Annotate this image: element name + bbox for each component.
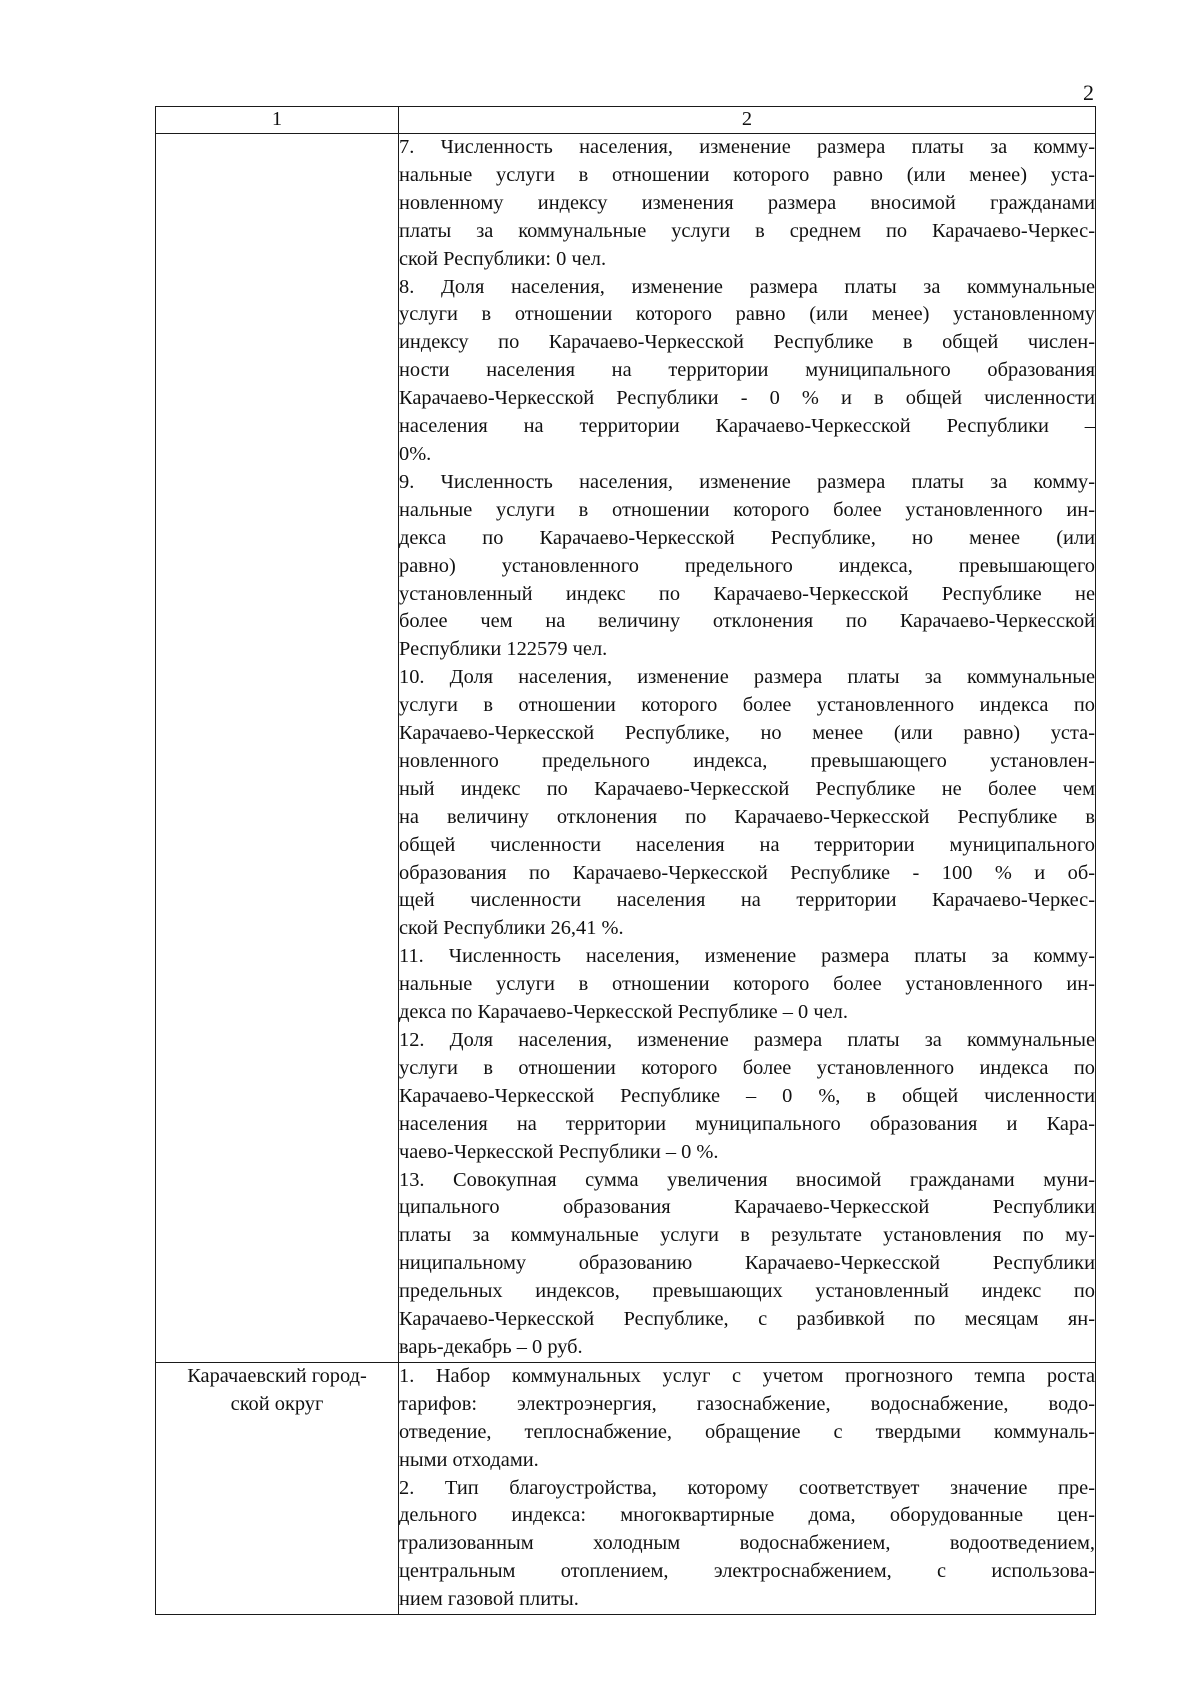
text-line: услуги в отношении которого более установленного индекса по xyxy=(399,1056,1095,1079)
column-header-2: 2 xyxy=(399,107,1096,134)
text-line: варь-декабрь – 0 руб. xyxy=(399,1335,583,1358)
indicators-cell xyxy=(399,134,1096,1363)
indicator-paragraph xyxy=(399,943,1095,1027)
text-line: ности населения на территории муниципального образования xyxy=(399,359,1095,382)
text-line: нием газовой плиты. xyxy=(399,1588,579,1611)
text-line: тарифов: электроэнергия, газоснабжение, водоснабжение, водо- xyxy=(399,1392,1095,1415)
text-line: нальные услуги в отношении которого более установленного ин- xyxy=(399,498,1095,521)
text-line: на величину отклонения по Карачаево-Черкесской Республике в xyxy=(399,805,1095,828)
indicator-paragraph xyxy=(399,1167,1095,1362)
table-header xyxy=(156,107,1096,134)
page-number: 2 xyxy=(1083,80,1094,105)
text-line: нальные услуги в отношении которого равно (или менее) уста- xyxy=(399,163,1095,186)
indices-table xyxy=(155,106,1096,1615)
text-line: чаево-Черкесской Республики – 0 %. xyxy=(399,1140,719,1163)
column-header-1: 1 xyxy=(156,107,399,134)
text-line: платы за коммунальные услуги в среднем по Карачаево-Черкес- xyxy=(399,219,1095,242)
table-body xyxy=(156,134,1096,1615)
text-line: услуги в отношении которого равно (или менее) установленному xyxy=(399,303,1095,326)
text-line: нальные услуги в отношении которого более установленного ин- xyxy=(399,973,1095,996)
text-line: 0%. xyxy=(399,442,432,465)
text-line: 8. Доля населения, изменение размера платы за коммунальные xyxy=(399,275,1095,298)
text-line: ными отходами. xyxy=(399,1448,539,1471)
indicators-cell xyxy=(399,1362,1096,1614)
text-line: Карачаево-Черкесской Республике, с разбивкой по месяцам ян- xyxy=(399,1308,1095,1331)
text-line: населения на территории Карачаево-Черкесской Республики – xyxy=(399,415,1095,438)
indicator-paragraph xyxy=(399,1363,1095,1475)
table-header-row xyxy=(156,107,1096,134)
indicator-paragraph xyxy=(399,469,1095,664)
text-line: услуги в отношении которого более установленного индекса по xyxy=(399,694,1095,717)
table-row xyxy=(156,134,1096,1363)
text-line: центральным отоплением, электроснабжением, с использова- xyxy=(399,1560,1095,1583)
indicator-paragraph xyxy=(399,664,1095,943)
text-line: трализованным холодным водоснабжением, водоотведением, xyxy=(399,1532,1095,1555)
text-line: новленного предельного индекса, превышающего установлен- xyxy=(399,749,1095,772)
table-row xyxy=(156,1362,1096,1614)
indicator-paragraph xyxy=(399,134,1095,274)
region-cell xyxy=(156,1362,399,1614)
region-name-line: Карачаевский город- xyxy=(187,1364,367,1387)
text-line: ниципальному образованию Карачаево-Черкесской Республики xyxy=(399,1252,1095,1275)
text-line: 12. Доля населения, изменение размера платы за коммунальные xyxy=(399,1029,1095,1051)
indicator-paragraph xyxy=(399,1475,1095,1615)
text-line: ской Республики 26,41 %. xyxy=(399,917,624,940)
text-line: щей численности населения на территории Карачаево-Черкес- xyxy=(399,889,1095,912)
text-line: отведение, теплоснабжение, обращение с твердыми коммуналь- xyxy=(399,1420,1095,1443)
text-line: равно) установленного предельного индекса, превышающего xyxy=(399,554,1095,577)
text-line: образования по Карачаево-Черкесской Республике - 100 % и об- xyxy=(399,861,1095,884)
text-line: ный индекс по Карачаево-Черкесской Республике не более чем xyxy=(399,777,1095,800)
text-line: декса по Карачаево-Черкесской Республике, но менее (или xyxy=(399,526,1095,549)
text-line: 10. Доля населения, изменение размера платы за коммунальные xyxy=(399,666,1095,689)
text-line: ской Республики: 0 чел. xyxy=(399,247,607,270)
indicator-paragraph xyxy=(399,274,1095,469)
text-line: более чем на величину отклонения по Карачаево-Черкесской xyxy=(399,610,1095,633)
text-line: дельного индекса: многоквартирные дома, оборудованные цен- xyxy=(399,1504,1095,1527)
text-line: декса по Карачаево-Черкесской Республике – 0 чел. xyxy=(399,1001,848,1024)
text-line: Карачаево-Черкесской Республике, но менее (или равно) уста- xyxy=(399,722,1095,745)
text-line: общей численности населения на территории муниципального xyxy=(399,833,1095,856)
region-cell xyxy=(156,134,399,1363)
text-line: 2. Тип благоустройства, которому соответствует значение пре- xyxy=(399,1476,1095,1499)
text-line: предельных индексов, превышающих установленный индекс по xyxy=(399,1280,1095,1303)
text-line: новленному индексу изменения размера вносимой гражданами xyxy=(399,191,1095,214)
text-line: 1. Набор коммунальных услуг с учетом прогнозного темпа роста xyxy=(399,1364,1095,1387)
text-line: Республики 122579 чел. xyxy=(399,638,608,661)
text-line: установленный индекс по Карачаево-Черкесской Республике не xyxy=(399,582,1095,605)
text-line: 11. Численность населения, изменение размера платы за комму- xyxy=(399,945,1095,968)
text-line: 7. Численность населения, изменение размера платы за комму- xyxy=(399,136,1095,158)
text-line: индексу по Карачаево-Черкесской Республике в общей числен- xyxy=(399,331,1095,354)
text-line: Карачаево-Черкесской Республике – 0 %, в общей численности xyxy=(399,1084,1095,1107)
text-line: платы за коммунальные услуги в результате установления по му- xyxy=(399,1224,1095,1247)
text-line: 13. Совокупная сумма увеличения вносимой гражданами муни- xyxy=(399,1168,1095,1191)
text-line: ципального образования Карачаево-Черкесской Республики xyxy=(399,1196,1095,1219)
region-name-line: ской округ xyxy=(230,1392,324,1415)
indicator-paragraph xyxy=(399,1027,1095,1167)
text-line: Карачаево-Черкесской Республики - 0 % и в общей численности xyxy=(399,387,1095,410)
text-line: населения на территории муниципального образования и Кара- xyxy=(399,1112,1095,1135)
text-line: 9. Численность населения, изменение размера платы за комму- xyxy=(399,470,1095,493)
